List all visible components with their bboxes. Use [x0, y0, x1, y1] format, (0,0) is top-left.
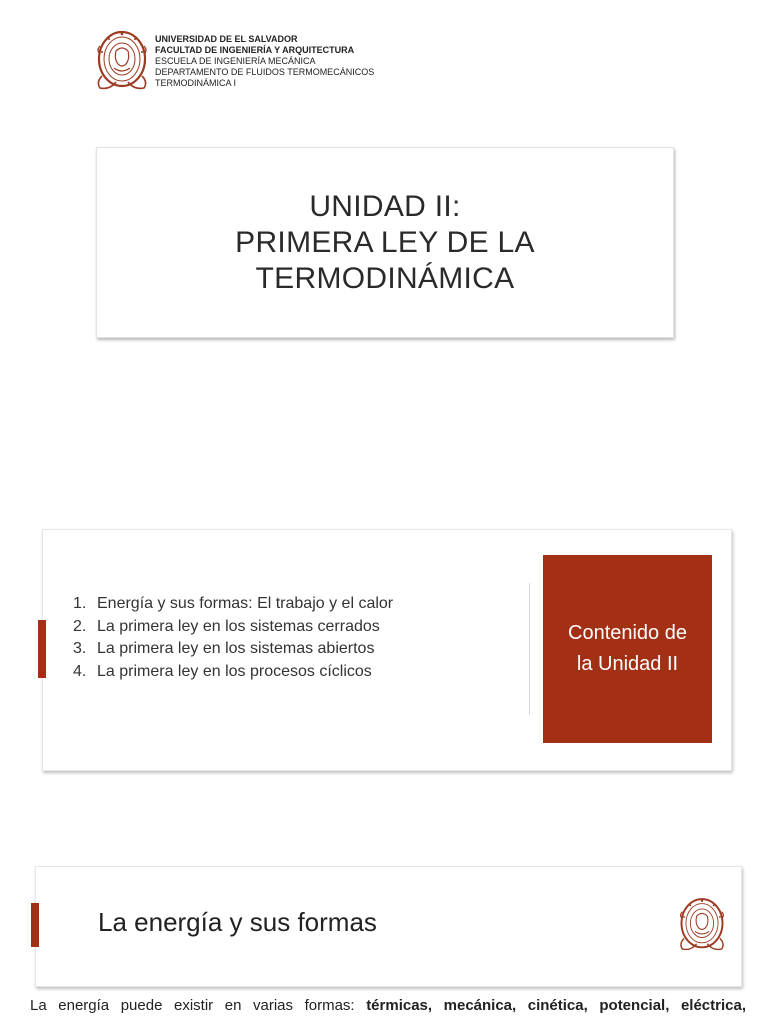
- university-seal-icon: [94, 28, 150, 94]
- institution-header: [155, 34, 374, 89]
- title-line-1: UNIDAD II:: [309, 189, 461, 223]
- title-slide: [96, 147, 674, 338]
- department-name: DEPARTAMENTO DE FLUIDOS TERMOMECÁNICOS: [155, 67, 375, 77]
- list-item: 3. La primera ley en los sistemas abiertos: [73, 640, 375, 657]
- title-line-3: TERMODINÁMICA: [255, 261, 515, 295]
- list-item: 1. Energía y sus formas: El trabajo y el calor: [73, 595, 394, 612]
- school-name: ESCUELA DE INGENIERÍA MECÁNICA: [155, 56, 316, 66]
- energy-forms: térmicas, mecánica, cinética, potencial, eléctrica,: [366, 997, 746, 1014]
- university-name: UNIVERSIDAD DE EL SALVADOR: [155, 34, 298, 44]
- course-name: TERMODINÁMICA I: [155, 78, 237, 88]
- list-item: 2. La primera ley en los sistemas cerrados: [73, 617, 380, 635]
- list-item: 4. La primera ley en los procesos cíclicos: [73, 662, 372, 680]
- contents-accent-bar: [38, 620, 46, 678]
- body-paragraph: [30, 995, 746, 1017]
- faculty-name: FACULTAD DE INGENIERÍA Y ARQUITECTURA: [155, 45, 355, 55]
- section-accent-bar: [31, 903, 39, 947]
- body-intro: La energía puede existir en varias formas:: [30, 997, 367, 1014]
- contents-list: [73, 593, 393, 683]
- university-seal-icon: [677, 893, 727, 957]
- contents-heading-line-2: la Unidad II: [576, 653, 679, 675]
- contents-heading-box: [543, 555, 712, 743]
- title-line-2: PRIMERA LEY DE LA: [235, 225, 535, 259]
- contents-heading-line-1: Contenido de: [568, 622, 687, 644]
- contents-divider: [529, 583, 530, 715]
- section-title: La energía y sus formas: [98, 907, 377, 937]
